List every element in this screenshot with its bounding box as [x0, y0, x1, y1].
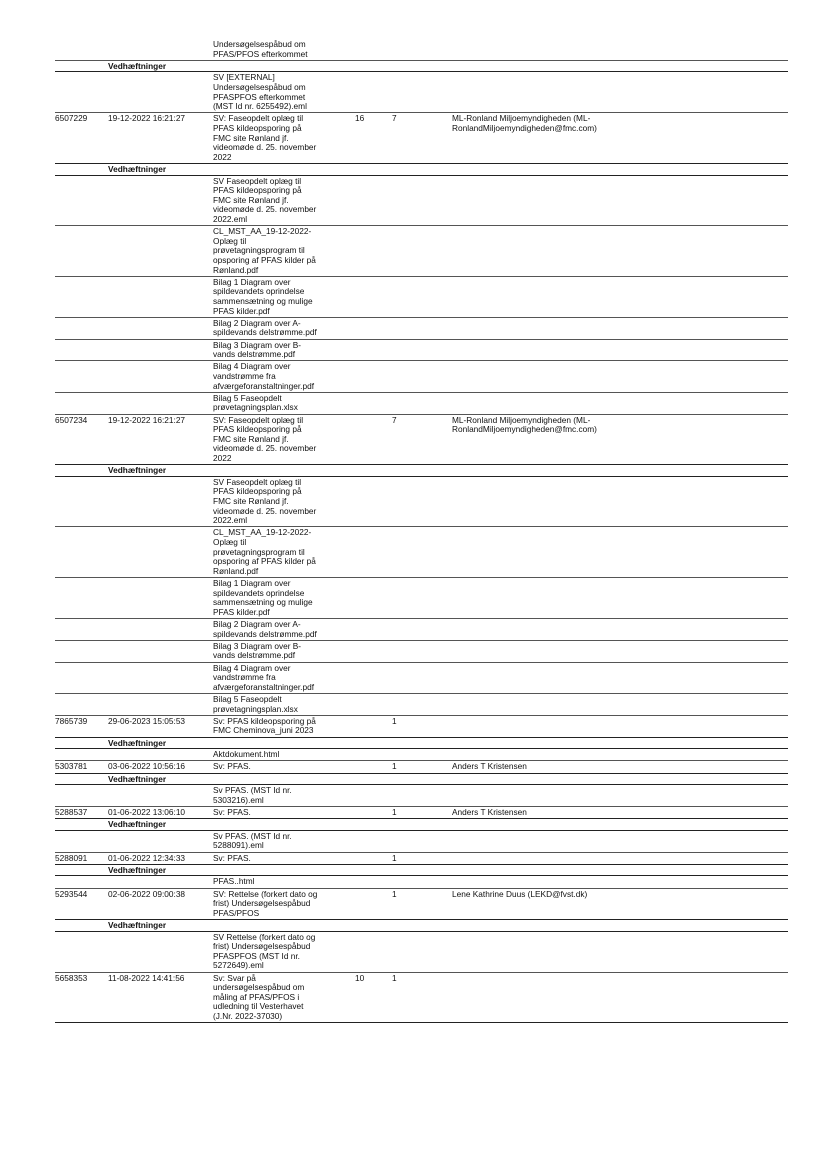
attachment-row	[55, 619, 788, 641]
attachments-header-row	[55, 61, 788, 73]
record-count-2: 7	[392, 113, 397, 124]
record-subject: Sv: PFAS.	[213, 761, 251, 772]
record-subject: Sv: Svar på undersøgelsespåbud om måling af PFAS/PFOS i udledning til Vesterhavet (J.Nr. 2022-37030)	[213, 972, 305, 1021]
attachment-name: Bilag 1 Diagram over spildevandets oprindelse sammensætning og mulige PFAS kilder.pdf	[213, 578, 313, 617]
record-row	[55, 889, 788, 920]
attachments-label: Vedhæftninger	[108, 60, 167, 71]
record-date: 01-06-2022 13:06:10	[108, 807, 186, 817]
attachments-label: Vedhæftninger	[108, 773, 167, 784]
record-subject: SV: Faseopdelt oplæg til PFAS kildeopsporing på FMC site Rønland jf. videomøde d. 25. november 2022	[213, 414, 317, 463]
attachment-row	[55, 831, 788, 853]
attachment-row	[55, 785, 788, 807]
attachment-name: Sv PFAS. (MST Id nr. 5288091).eml	[213, 830, 292, 851]
attachments-header-row	[55, 738, 788, 750]
attachment-name: Bilag 5 Faseopdelt prøvetagningsplan.xlsx	[213, 694, 298, 714]
attachment-row	[55, 663, 788, 694]
attachment-row	[55, 876, 788, 888]
attachment-name: SV Rettelse (forkert dato og frist) Undersøgelsespåbud PFASPFOS (MST Id nr. 5272649).eml	[213, 931, 316, 971]
attachment-name: Sv PFAS. (MST Id nr. 5303216).eml	[213, 785, 292, 805]
record-count-2: 1	[392, 761, 397, 772]
attachment-row	[55, 393, 788, 415]
attachment-row	[55, 226, 788, 277]
record-id: 5658353	[55, 972, 88, 983]
attachment-row	[55, 361, 788, 392]
attachment-row	[55, 749, 788, 761]
attachment-row	[55, 527, 788, 578]
record-id: 5288091	[55, 852, 88, 863]
attachments-header-row	[55, 865, 788, 877]
attachment-name: PFAS..html	[213, 876, 255, 887]
record-date: 03-06-2022 10:56:16	[108, 761, 186, 772]
attachment-name: Bilag 3 Diagram over B- vands delstrømme.pdf	[213, 640, 302, 661]
attachment-row	[55, 176, 788, 227]
record-id: 6507234	[55, 414, 88, 425]
record-subject: Sv: PFAS.	[213, 852, 251, 863]
attachment-name: Bilag 4 Diagram over vandstrømme fra afværgeforanstaltninger.pdf	[213, 662, 315, 692]
record-subject: Sv: PFAS kildeopsporing på FMC Cheminova_juni 2023	[213, 715, 316, 736]
record-sender: ML-Ronland Miljoemyndigheden (ML- RonlandMiljoemyndigheden@fmc.com)	[452, 414, 597, 435]
attachment-name: SV [EXTERNAL] Undersøgelsespåbud om PFASPFOS efterkommet (MST Id nr. 6255492).eml	[213, 72, 307, 112]
attachments-label: Vedhæftninger	[108, 465, 167, 476]
record-count-1: 16	[355, 113, 365, 124]
record-id: 5293544	[55, 888, 88, 899]
attachment-row	[55, 578, 788, 619]
attachment-name: Undersøgelsespåbud om PFAS/PFOS efterkommet	[213, 39, 308, 59]
attachment-name: SV Faseopdelt oplæg til PFAS kildeopsporing på FMC site Rønland jf. videomøde d. 25. november 2022.eml	[213, 175, 317, 224]
record-count-2: 1	[392, 972, 397, 983]
attachment-name: CL_MST_AA_19-12-2022- Oplæg til prøvetagningsprogram til opsporing af PFAS kilder på Rønland.pdf	[213, 226, 316, 275]
record-count-1: 10	[355, 972, 365, 983]
record-row	[55, 716, 788, 738]
record-row	[55, 761, 788, 773]
record-row	[55, 415, 788, 466]
record-id: 7865739	[55, 715, 88, 726]
record-sender: Anders T Kristensen	[452, 807, 527, 817]
attachment-row	[55, 277, 788, 318]
attachment-row	[55, 694, 788, 716]
record-row	[55, 853, 788, 865]
record-subject: Sv: PFAS.	[213, 807, 251, 817]
attachment-name: Bilag 5 Faseopdelt prøvetagningsplan.xlsx	[213, 392, 298, 413]
record-date: 29-06-2023 15:05:53	[108, 715, 186, 726]
attachments-label: Vedhæftninger	[108, 920, 167, 930]
attachment-row	[55, 72, 788, 113]
attachments-header-row	[55, 920, 788, 932]
record-sender: Anders T Kristensen	[452, 761, 527, 772]
attachment-name: CL_MST_AA_19-12-2022- Oplæg til prøvetagningsprogram til opsporing af PFAS kilder på Rønland.pdf	[213, 527, 316, 576]
attachment-name: Bilag 2 Diagram over A- spildevands delstrømme.pdf	[213, 619, 317, 639]
record-count-2: 1	[392, 807, 397, 817]
attachment-name: SV Faseopdelt oplæg til PFAS kildeopsporing på FMC site Rønland jf. videomøde d. 25. november 2022.eml	[213, 476, 317, 526]
record-count-2: 1	[392, 888, 397, 899]
record-count-2: 7	[392, 414, 397, 425]
attachments-header-row	[55, 774, 788, 786]
record-count-2: 1	[392, 852, 397, 863]
attachment-row	[55, 932, 788, 973]
attachment-row	[55, 318, 788, 340]
record-id: 5303781	[55, 761, 88, 772]
attachments-header-row	[55, 465, 788, 477]
attachments-header-row	[55, 164, 788, 176]
attachments-label: Vedhæftninger	[108, 164, 167, 174]
record-row	[55, 113, 788, 164]
record-id: 5288537	[55, 807, 88, 817]
attachment-row	[55, 39, 788, 61]
record-date: 19-12-2022 16:21:27	[108, 113, 186, 124]
record-row	[55, 807, 788, 819]
record-date: 11-08-2022 14:41:56	[108, 972, 185, 983]
record-date: 01-06-2022 12:34:33	[108, 852, 186, 863]
attachments-label: Vedhæftninger	[108, 819, 167, 830]
attachment-name: Bilag 1 Diagram over spildevandets oprindelse sammensætning og mulige PFAS kilder.pdf	[213, 276, 313, 316]
record-sender: Lene Kathrine Duus (LEKD@fvst.dk)	[452, 888, 588, 899]
record-sender: ML-Ronland Miljoemyndigheden (ML- RonlandMiljoemyndigheden@fmc.com)	[452, 113, 597, 133]
record-subject: SV: Faseopdelt oplæg til PFAS kildeopsporing på FMC site Rønland jf. videomøde d. 25. november 2022	[213, 113, 317, 162]
record-date: 19-12-2022 16:21:27	[108, 414, 186, 425]
attachment-row	[55, 340, 788, 362]
attachment-row	[55, 641, 788, 663]
record-date: 02-06-2022 09:00:38	[108, 888, 186, 899]
attachments-label: Vedhæftninger	[108, 737, 167, 748]
attachment-row	[55, 477, 788, 528]
attachment-name: Aktdokument.html	[213, 749, 280, 760]
record-count-2: 1	[392, 715, 397, 726]
attachments-header-row	[55, 819, 788, 831]
attachment-name: Bilag 2 Diagram over A- spildevands delstrømme.pdf	[213, 317, 317, 338]
attachment-name: Bilag 4 Diagram over vandstrømme fra afværgeforanstaltninger.pdf	[213, 361, 315, 391]
attachments-label: Vedhæftninger	[108, 864, 167, 875]
record-id: 6507229	[55, 113, 88, 124]
record-subject: SV: Rettelse (forkert dato og frist) Undersøgelsespåbud PFAS/PFOS	[213, 888, 318, 918]
attachment-name: Bilag 3 Diagram over B- vands delstrømme.pdf	[213, 339, 302, 360]
record-row	[55, 973, 788, 1024]
